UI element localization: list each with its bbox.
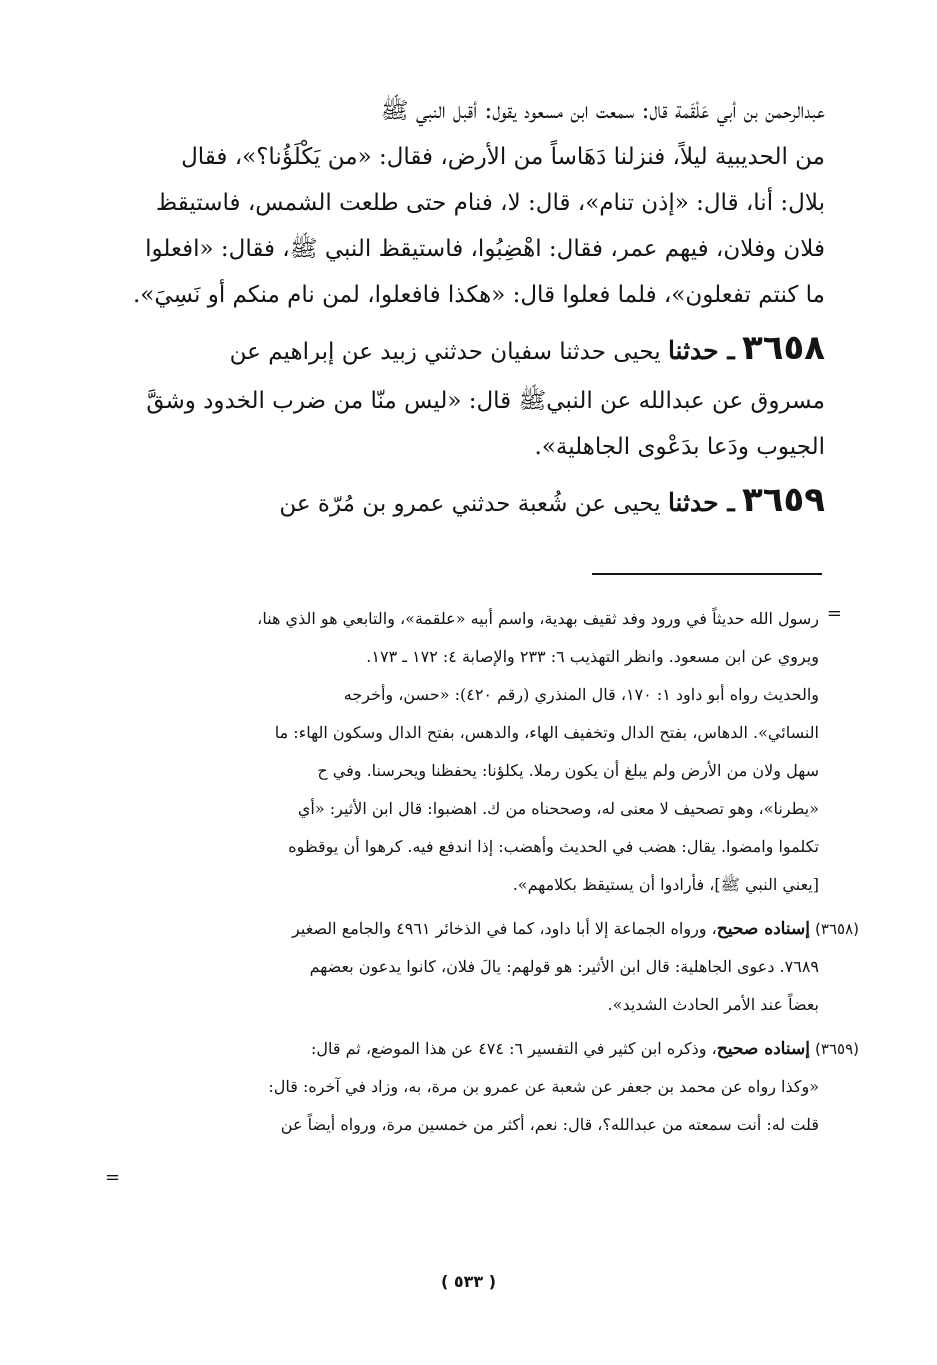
footnote-line: ويروي عن ابن مسعود. وانظر التهذيب ٦: ٢٣٣ والإصابة ٤: ١٧٢ ـ ١٧٣.: [366, 647, 819, 666]
footnote-line: «وكذا رواه عن محمد بن جعفر عن شعبة عن عمرو بن مرة، به، وزاد في آخره: قال:: [268, 1077, 819, 1096]
footnote-text: ، وذكره ابن كثير في التفسير ٦: ٤٧٤ عن هذا الموضع، ثم قال:: [311, 1039, 717, 1058]
hadith-keyword: ـ حدثنا: [667, 336, 735, 365]
footnote-line: النسائي». الدهاس، بفتح الدال وتخفيف الهاء، والدهس، بفتح الدال وسكون الهاء: ما: [274, 723, 819, 742]
footnote-line: قلت له: أنت سمعته من عبدالله؟، قال: نعم، أكثر من خمسين مرة، ورواه أيضاً عن: [280, 1115, 819, 1134]
main-text-line: عبدالرحمن بن أبي عَلْقَمة قال: سمعت ابن مسعود يقول: أقبل النبي ﷺ: [380, 98, 825, 124]
footnote-line: تكلموا وامضوا. يقال: هضب في الحديث وأهضب: إذا اندفع فيه. كرهوا أن يوقظوه: [288, 837, 819, 856]
footnotes: [125, 600, 859, 1144]
hadith-keyword: ـ حدثنا: [667, 488, 735, 517]
hadith-number: ٣٦٥٩: [741, 480, 825, 520]
page-number: ( ٥٣٣ ): [440, 1272, 497, 1291]
main-text-line: ما كنتم تفعلون»، فلما فعلوا قال: «هكذا فافعلوا، لمن نام منكم أو نَسِيَ».: [132, 282, 825, 308]
footnote-line: بعضاً عند الأمر الحادث الشديد».: [607, 995, 819, 1014]
footnote-end-marker: =: [105, 1167, 121, 1188]
footnote-grading: إسناده صحيح: [716, 1039, 810, 1059]
footnote-line: سهل ولان من الأرض ولم يبلغ أن يكون رملا. يكلؤنا: يحفظنا ويحرسنا. وفي ح: [317, 761, 819, 780]
footnote-3659-heading: [125, 1030, 859, 1068]
main-text-line: الجيوب ودَعا بدَعْوى الجاهلية».: [534, 434, 825, 460]
footnote-line: ٧٦٨٩. دعوى الجاهلية: قال ابن الأثير: هو قولهم: يالَ فلان، كانوا يدعون بعضهم: [309, 957, 819, 976]
hadith-3658-heading: [102, 318, 825, 378]
footnote-label: (٣٦٥٨): [815, 920, 859, 938]
footnote-line: «يطرنا»، وهو تصحيف لا معنى له، وصححناه من ك. اهضبوا: قال ابن الأثير: «أي: [297, 799, 819, 818]
footnote-grading: إسناده صحيح: [716, 919, 810, 939]
hadith-text: يحيى عن شُعبة حدثني عمرو بن مُرّة عن: [279, 491, 661, 517]
footnote-line: رسول الله حديثاً في ورود وفد ثقيف بهدية، واسم أبيه «علقمة»، والتابعي هو الذي هنا،: [257, 609, 819, 628]
main-text-line: بلال: أنا، قال: «إذن تنام»، قال: لا، فنام حتى طلعت الشمس، فاستيقظ: [155, 190, 825, 216]
hadith-number: ٣٦٥٨: [741, 328, 825, 368]
footnote-label: (٣٦٥٩): [815, 1040, 859, 1058]
footnote-line: والحديث رواه أبو داود ١: ١٧٠، قال المنذري (رقم ٤٢٠): «حسن، وأخرجه: [343, 685, 819, 704]
main-text: [102, 88, 825, 530]
main-text-line: من الحديبية ليلاً، فنزلنا دَهَاساً من الأرض، فقال: «من يَكْلَؤُنا؟»، فقال: [181, 144, 825, 170]
footnote-text: ، ورواه الجماعة إلا أبا داود، كما في الذخائر ٤٩٦١ والجامع الصغير: [292, 919, 717, 938]
main-text-line: مسروق عن عبدالله عن النبيﷺ قال: «ليس منّا من ضرب الخدود وشقَّ: [146, 388, 825, 414]
hadith-text: يحيى حدثنا سفيان حدثني زبيد عن إبراهيم عن: [229, 339, 661, 365]
hadith-3659-heading: [102, 470, 825, 530]
footnote-line: [يعني النبي ﷺ]، فأرادوا أن يستيقظ بكلامهم».: [512, 875, 819, 894]
footnote-continuation-marker: =: [826, 603, 842, 624]
main-text-line: فلان وفلان، فيهم عمر، فقال: اهْضِبُوا، فاستيقظ النبي ﷺ، فقال: «افعلوا: [145, 236, 825, 262]
footnote-separator: [592, 573, 822, 575]
footnote-3658-heading: [125, 910, 859, 948]
